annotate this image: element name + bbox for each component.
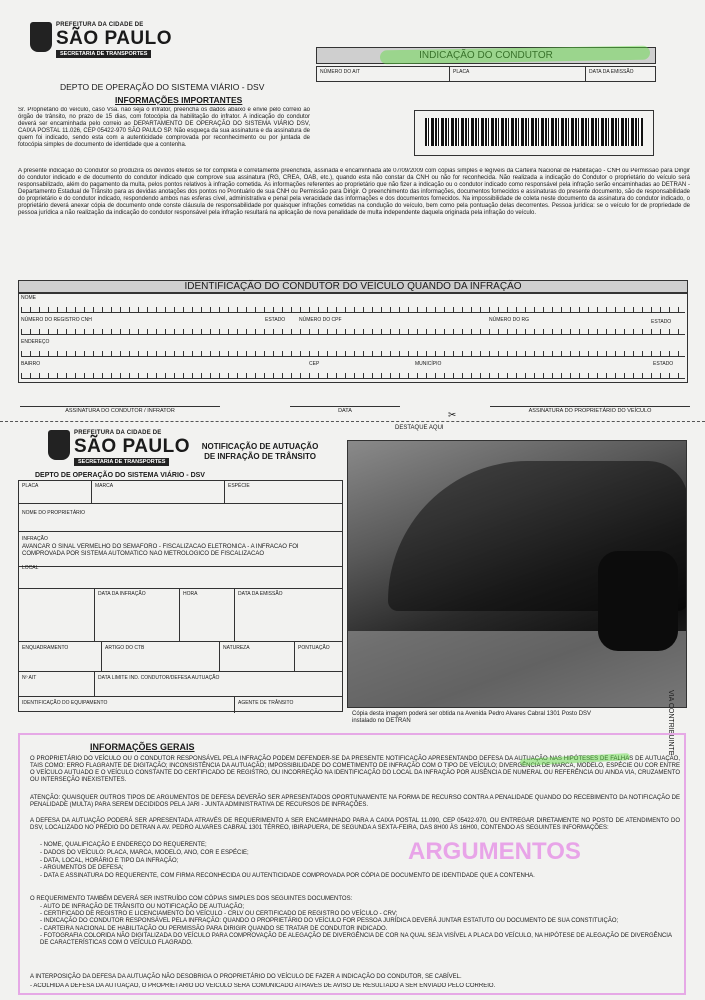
label-bairro: BAIRRO [21,361,41,367]
notice-logo-line1: PREFEITURA DA CIDADE DE [74,430,162,436]
general-list2 [40,904,680,947]
label-data-infracao: DATA DA INFRAÇÃO [98,591,146,597]
list2-item: - INDICAÇÃO DO CONDUTOR RESPONSÁVEL PELA INFRAÇÃO: QUANDO O PROPRIETÁRIO DO VEÍCULO FOR PESSOA JURÍDICA DEVERÁ JUNTAR ESTATUTO OU DOCUMENTO DE SUA CONSTITUIÇÃO; [40,918,619,925]
label-hora: HORA [183,591,198,597]
city-crest-icon [30,22,52,52]
label-local: LOCAL [22,565,39,571]
general-p2: ATENÇÃO: QUAISQUER OUTROS TIPOS DE ARGUMENTOS DE DEFESA DEVERÃO SER APRESENTADOS OPORTUNAMENTE NA FORMA DE RECURSO CONTRA A PENALIDADE QUANDO DO RECEBIMENTO DA NOTIFICAÇÃO DE PENALIDADE (MULTA) PARA SEREM DECIDIDOS PELA JARI - JUNTA ADMINISTRATIVA DE RECURSOS DE INFRAÇÕES. [30,795,680,809]
label-data-emissao: DATA DA EMISSÃO [238,591,283,597]
car-photo [347,440,687,708]
label-cpf: NÚMERO DO CPF [299,317,342,323]
list2-item: - AUTO DE INFRAÇÃO DE TRÂNSITO OU NOTIFICAÇÃO DE AUTUAÇÃO; [40,904,245,910]
label-natureza: NATUREZA [223,645,250,651]
docs-input[interactable] [21,325,685,335]
label-placa: PLACA [22,483,39,489]
indicacao-fields [316,66,656,82]
endereco-input[interactable] [21,347,685,357]
photo-caption: Cópia desta imagem poderá ser obtida na Avenida Pedro Alvares Cabral 1301 Posto DSV instalado no DETRAN [352,711,592,725]
general-p4: O REQUERIMENTO TAMBÉM DEVERÁ SER INSTRUÍDO COM CÓPIAS SIMPLES DOS SEGUINTES DOCUMENTOS: [30,896,353,902]
label-data-limite: DATA LIMITE IND. CONDUTOR/DEFESA AUTUAÇÃO [98,675,220,681]
scissors-icon: ✂ [448,410,457,421]
list2-item: - CARTEIRA NACIONAL DE HABILITAÇÃO OU PERMISSÃO PARA DIRIGIR QUANDO SE TRATAR DE CONDUTOR INDICADO. [40,925,388,932]
city-crest-icon-2 [48,430,70,460]
general-p5: A INTERPOSIÇÃO DA DEFESA DA AUTUAÇÃO NÃO DESOBRIGA O PROPRIETÁRIO DO VEÍCULO DE FAZER A INDICAÇÃO DO CONDUTOR, SE CABÍVEL. [30,974,462,980]
info-title: INFORMAÇÕES IMPORTANTES [115,95,243,105]
list1-item: - ARGUMENTOS DE DEFESA; [40,865,124,872]
label-estado-3: ESTADO [653,361,674,367]
indicacao-title: INDICAÇÃO DO CONDUTOR [316,47,656,64]
label-estado-2: ESTADO [651,319,672,325]
barcode-icon [425,118,643,146]
info-text-2: A presente indicação do Condutor só produzirá os devidos efeitos se for completa e corretamente preenchida, assinada e encaminhada até 07/09/2009 com cópias simples e legíveis da Carteira Nacional de Habilitação - CNH ou Permissão para Dirigir do condutor indicado e de documento do condutor indicado que comprove sua assinatura (RG, CREA, OAB, etc.), quando esta não constar da CNH ou não for reconhecida. Não realizada a indicação do Condutor o proprietário do veículo será responsabilizado, além do pagamento da multa, pelos pontos relativos à infração cometida. As informações referentes ao proprietário que não fizer a indicação ou o condutor indicado como responsável pela infração serão encaminhadas ao DETRAN - Departamento Estadual de Trânsito para as devidas anotações dos pontos no Prontuário de sua CNH ou Permissão para Dirigir. O preenchimento das informações, documentos fornecidos e assinaturas do presente documento, são de responsabilidade do proprietário e do condutor indicado, respondendo ambos nas esferas cível, administrativa e penal pela veracidade das informações e dos documentos fornecidos. Na impossibilidade de coleta neste documento da assinatura do condutor indicado, o proprietário deverá anexar cópia de documento onde conste cláusula de responsabilidade por quaisquer infrações cometidas na condução do veículo, bem como pela pontuação delas decorrentes. Pessoa jurídica: se o veículo for de propriedade de pessoa jurídica a não realização da indicação do condutor responsável pela infração resultará na aplicação de nova penalidade de multa independente daquela originada pela infração do veículo. [18,168,690,217]
infracao-text: AVANCAR O SINAL VERMELHO DO SEMAFORO - FISCALIZACAO ELETRONICA - A INFRACAO FOI COMPROVADA POR SISTEMA AUTOMATICO NAO METROLOGICO DE FISCALIZACAO [22,544,299,558]
logo-line2: SÃO PAULO [56,28,173,49]
argumentos-annotation: ARGUMENTOS [408,838,581,865]
label-endereco: ENDEREÇO [21,339,50,345]
barcode-box [414,110,654,156]
label-nome: NOME [21,295,36,301]
list1-item: - DADOS DO VEÍCULO: PLACA, MARCA, MODELO, ANO, COR E ESPÉCIE; [40,849,249,856]
label-artigo: ARTIGO DO CTB [105,645,145,651]
field-emissao-label: DATA DA EMISSÃO [589,69,634,75]
nome-input[interactable] [21,303,685,313]
logo-line3: SECRETARIA DE TRANSPORTES [56,50,151,58]
destaque-label: DESTAQUE AQUI [395,425,444,431]
ident-title: IDENTIFICAÇÃO DO CONDUTOR DO VEÍCULO QUANDO DA INFRAÇÃO [18,280,688,293]
ident-form [18,293,688,383]
label-equipamento: IDENTIFICAÇÃO DO EQUIPAMENTO [22,700,108,706]
general-p3: A DEFESA DA AUTUAÇÃO PODERÁ SER APRESENTADA ATRAVÉS DE REQUERIMENTO A SER ENCAMINHADO PARA A CAIXA POSTAL 11.090, CEP 05422-970, OU ENTREGAR DIRETAMENTE NO POSTO DE ATENDIMENTO DO DSV, LOCALIZADO NO PRÉDIO DO DETRAN A AV. PEDRO ALVARES CABRAL 1301 TÉRREO, IBIRAPUERA, DE SEGUNDA A SEXTA-FEIRA, DAS 8H00 ÀS 16H00, CONTENDO AS SEGUINTES INFORMAÇÕES: [30,818,680,832]
label-rg: NÚMERO DO RG [489,317,529,323]
field-placa-label: PLACA [453,69,470,75]
label-cep: CEP [309,361,320,367]
label-enquadramento: ENQUADRAMENTO [22,645,69,651]
dept-title: DEPTO DE OPERAÇÃO DO SISTEMA VIÁRIO - DSV [60,82,265,92]
notice-dept: DEPTO DE OPERAÇÃO DO SISTEMA VIÁRIO - DSV [35,472,205,479]
label-cnh: NÚMERO DO REGISTRO CNH [21,317,92,323]
sig-infrator: ASSINATURA DO CONDUTOR / INFRATOR [20,406,220,414]
info-text: Sr. Proprietário do veículo, caso Vsa. não seja o infrator, preencha os dados abaixo e envie pelo correio ao órgão de trânsito, no prazo de 15 dias, com fotocópia da habilitação do infrator. A indicação do condutor deverá ser encaminhada pelo correio ao DEPARTAMENTO DE OPERAÇÃO DO SISTEMA VIÁRIO DSV, CAIXA POSTAL 11.026, CEP 05422-970 SÃO PAULO SP. Não esqueça da sua assinatura e da assinatura de quem foi indicado, sendo esta com a autenticidade comprovada por reconhecimento ou por juntada de fotocópia simples de documento de identidade que a contenha. [18,107,310,149]
sig-proprietario: ASSINATURA DO PROPRIETÁRIO DO VEÍCULO [490,406,690,414]
general-title: INFORMAÇÕES GERAIS [90,742,195,752]
notice-logo-line3: SECRETARIA DE TRANSPORTES [74,458,169,466]
sig-data: DATA [290,406,400,414]
label-marca: MARCA [95,483,114,489]
label-municipio: MUNICÍPIO [415,361,442,367]
notice-title: NOTIFICAÇÃO DE AUTUAÇÃO DE INFRAÇÃO DE TRÂNSITO [201,442,319,461]
label-infracao: INFRAÇÃO [22,536,48,542]
list2-item: - FOTOGRAFIA COLORIDA NÃO DIGITALIZADA DO VEÍCULO PARA COMPROVAÇÃO DE ALEGAÇÃO DE DIVERGÊNCIA DE COR NA QUAL SEJA VISÍVEL A PLACA DO VEÍCULO, NA HIPÓTESE DE ALEGAÇÃO DE DIVERGÊNCIA DE CARACTERÍSTICAS COM O VEÍCULO FLAGRADO. [40,932,672,946]
via-contribuinte: VIA CONTRIBUINTE [667,690,674,756]
label-ait: Nº AIT [22,675,37,681]
field-ait-label: NÚMERO DO AIT [320,69,361,75]
label-nome-proprietario: NOME DO PROPRIETÁRIO [22,510,86,516]
general-p6: - ACOLHIDA A DEFESA DA AUTUAÇÃO, O PROPRIETÁRIO DO VEÍCULO SERÁ COMUNICADO ATRAVÉS DE AVISO DE RESULTADO A SER ENVIADO PELO CORREIO. [30,983,496,989]
list2-item: - CERTIFICADO DE REGISTRO E LICENCIAMENTO DO VEÍCULO - CRLV OU CERTIFICADO DE REGISTRO DO VEÍCULO - CRV; [40,911,398,918]
label-estado-1: ESTADO [265,317,286,323]
list1-item: - DATA, LOCAL, HORÁRIO E TIPO DA INFRAÇÃO; [40,857,179,864]
list1-item: - NOME, QUALIFICAÇÃO E ENDEREÇO DO REQUERENTE; [40,842,207,848]
bairro-input[interactable] [21,369,685,379]
label-especie: ESPÉCIE [228,483,250,489]
label-agente: AGENTE DE TRÂNSITO [238,700,294,706]
notice-logo-line2: SÃO PAULO [74,436,191,457]
logo-line1: PREFEITURA DA CIDADE DE [56,22,144,28]
cut-line [0,421,705,422]
label-pontuacao: PONTUAÇÃO [298,645,330,651]
general-p1: O PROPRIETÁRIO DO VEÍCULO OU O CONDUTOR RESPONSÁVEL PELA INFRAÇÃO PODEM DEFENDER-SE DA PRESENTE NOTIFICAÇÃO APRESENTANDO DEFESA DA AUTUAÇÃO NAS HIPÓTESES DE FALHAS DE AUTUAÇÃO, TAIS COMO: ERRO FLAGRANTE DE DIGITAÇÃO; INCONSISTÊNCIA DA AUTUAÇÃO; IMPOSSIBILIDADE DO COMETIMENTO DE INFRAÇÃO COM O TIPO DE VEÍCULO; DIVERGÊNCIA DE MARCA, MODELO, ESPÉCIE OU COR ENTRE O VEÍCULO AUTUADO E O VEÍCULO CONSTANTE DO CERTIFICADO DE REGISTRO, OU INCORREÇÃO NA IDENTIFICAÇÃO DO LOCAL DA INFRAÇÃO POR AUSÊNCIA DE NUMERAL OU REFERÊNCIA OU AINDA VIA, CRUZAMENTO OU INTERSEÇÃO INEXISTENTES. [30,756,680,784]
list1-item: - DATA E ASSINATURA DO REQUERENTE, COM FIRMA RECONHECIDA OU AUTENTICIDADE COMPROVADA POR CÓPIA DE DOCUMENTO DE IDENTIDADE QUE A CONTENHA. [40,873,535,880]
notice-form [18,480,343,712]
